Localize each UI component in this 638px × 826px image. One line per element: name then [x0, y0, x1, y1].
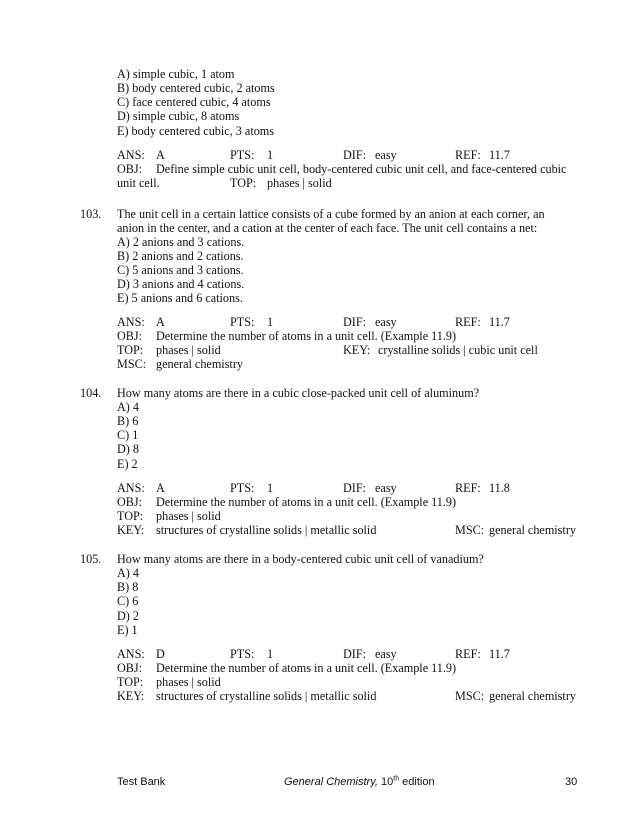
answer-option-b: B) 2 anions and 2 cations. [117, 249, 244, 263]
answer-option-d: D) simple cubic, 8 atoms [117, 109, 240, 123]
answer-option-d: D) 3 anions and 4 cations. [117, 277, 245, 291]
dif-label: DIF: [343, 647, 367, 661]
ans-value: A [156, 148, 165, 162]
ref-label: REF: [455, 647, 481, 661]
key-value: crystalline solids | cubic unit cell [378, 343, 538, 357]
ref-value: 11.7 [489, 647, 510, 661]
question-number: 105. [80, 552, 102, 566]
answer-option-c: C) 5 anions and 3 cations. [117, 263, 244, 277]
answer-option-b: B) body centered cubic, 2 atoms [117, 81, 275, 95]
msc-label: MSC: [455, 689, 485, 703]
msc-label: MSC: [455, 523, 485, 537]
answer-option-e: E) 5 anions and 6 cations. [117, 291, 243, 305]
obj-label: OBJ: [117, 162, 143, 176]
answer-option-d: D) 2 [117, 609, 140, 623]
question-stem-line: anion in the center, and a cation at the center of each face. The unit cell contains a net: [117, 221, 538, 235]
obj-value: Define simple cubic unit cell, body-centered cubic unit cell, and face-centered cubic [156, 162, 567, 176]
pts-value: 1 [267, 315, 274, 329]
obj-label: OBJ: [117, 329, 143, 343]
msc-value: general chemistry [156, 357, 243, 371]
obj-label: OBJ: [117, 495, 143, 509]
obj-value: Determine the number of atoms in a unit cell. (Example 11.9) [156, 495, 457, 509]
top-label: TOP: [117, 509, 144, 523]
question-stem-line: How many atoms are there in a body-centered cubic unit cell of vanadium? [117, 552, 484, 566]
dif-value: easy [375, 148, 397, 162]
ref-label: REF: [455, 148, 481, 162]
answer-option-c: C) 6 [117, 594, 139, 608]
obj-continuation: unit cell. [117, 176, 160, 190]
top-label: TOP: [117, 675, 144, 689]
ans-label: ANS: [117, 315, 145, 329]
answer-option-e: E) body centered cubic, 3 atoms [117, 124, 275, 138]
footer-title-italic: General Chemistry, [284, 776, 378, 788]
answer-option-a: A) 4 [117, 566, 140, 580]
answer-option-a: A) 4 [117, 400, 140, 414]
dif-value: easy [375, 315, 397, 329]
answer-option-c: C) face centered cubic, 4 atoms [117, 95, 271, 109]
msc-value: general chemistry [489, 523, 576, 537]
ref-label: REF: [455, 481, 481, 495]
pts-label: PTS: [230, 481, 255, 495]
footer-book-title [284, 775, 435, 789]
msc-value: general chemistry [489, 689, 576, 703]
dif-value: easy [375, 647, 397, 661]
msc-label: MSC: [117, 357, 147, 371]
footer-left-text: Test Bank [117, 776, 166, 788]
ans-label: ANS: [117, 647, 145, 661]
answer-option-c: C) 1 [117, 428, 139, 442]
dif-label: DIF: [343, 315, 367, 329]
answer-option-a: A) simple cubic, 1 atom [117, 67, 235, 81]
dif-value: easy [375, 481, 397, 495]
key-value: structures of crystalline solids | metallic solid [156, 523, 377, 537]
top-label: TOP: [230, 176, 257, 190]
ans-value: A [156, 315, 165, 329]
pts-value: 1 [267, 481, 274, 495]
obj-value: Determine the number of atoms in a unit cell. (Example 11.9) [156, 329, 457, 343]
obj-value: Determine the number of atoms in a unit cell. (Example 11.9) [156, 661, 457, 675]
answer-option-a: A) 2 anions and 3 cations. [117, 235, 245, 249]
pts-value: 1 [267, 647, 274, 661]
dif-label: DIF: [343, 481, 367, 495]
pts-value: 1 [267, 148, 274, 162]
page-number: 30 [565, 776, 578, 788]
ref-value: 11.7 [489, 315, 510, 329]
top-value: phases | solid [156, 509, 221, 523]
question-stem-line: The unit cell in a certain lattice consists of a cube formed by an anion at each corner, an [117, 207, 545, 221]
answer-option-e: E) 1 [117, 623, 138, 637]
question-stem-line: How many atoms are there in a cubic close-packed unit cell of aluminum? [117, 386, 480, 400]
key-value: structures of crystalline solids | metallic solid [156, 689, 377, 703]
footer-edition-number: 10 [381, 776, 394, 788]
ans-value: D [156, 647, 165, 661]
key-label: KEY: [117, 523, 145, 537]
obj-label: OBJ: [117, 661, 143, 675]
answer-option-e: E) 2 [117, 457, 138, 471]
ref-value: 11.7 [489, 148, 510, 162]
ans-value: A [156, 481, 165, 495]
ref-label: REF: [455, 315, 481, 329]
key-label: KEY: [117, 689, 145, 703]
top-value: phases | solid [156, 675, 221, 689]
question-number: 104. [80, 386, 102, 400]
footer-edition-suffix: th [393, 775, 400, 783]
answer-option-d: D) 8 [117, 442, 140, 456]
pts-label: PTS: [230, 647, 255, 661]
ans-label: ANS: [117, 481, 145, 495]
footer-edition-word: edition [402, 776, 435, 788]
ans-label: ANS: [117, 148, 145, 162]
dif-label: DIF: [343, 148, 367, 162]
question-number: 103. [80, 207, 102, 221]
top-value: phases | solid [267, 176, 332, 190]
ref-value: 11.8 [489, 481, 510, 495]
answer-option-b: B) 6 [117, 414, 139, 428]
top-value: phases | solid [156, 343, 221, 357]
top-label: TOP: [117, 343, 144, 357]
pts-label: PTS: [230, 315, 255, 329]
pts-label: PTS: [230, 148, 255, 162]
answer-option-b: B) 8 [117, 580, 139, 594]
key-label: KEY: [343, 343, 371, 357]
